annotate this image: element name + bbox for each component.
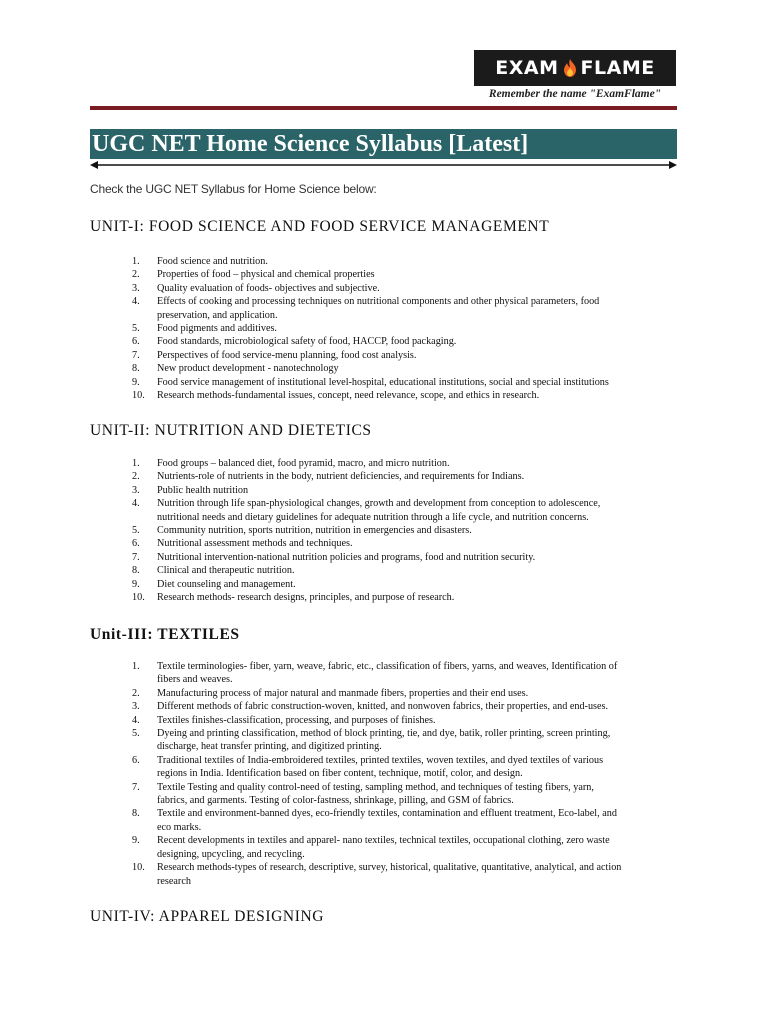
topic-item [132, 781, 677, 808]
topic-number: 2. [132, 471, 140, 483]
topic-text: Textiles finishes-classification, processing, and purposes of finishes. [157, 714, 436, 726]
topic-item [132, 754, 677, 781]
topic-item [132, 687, 677, 700]
topic-item [132, 551, 677, 564]
topic-number: 6. [132, 754, 140, 766]
unit-heading-4: UNIT-IV: APPAREL DESIGNING [90, 908, 325, 925]
topic-text: Research methods- research designs, principles, and purpose of research. [157, 592, 455, 604]
topic-item [132, 578, 677, 591]
topic-text: Food service management of institutional level-hospital, educational institutions, social and special institutions [157, 376, 609, 388]
topic-text: fibers and weaves. [157, 674, 233, 686]
topic-number: 1. [132, 256, 140, 267]
topic-text: Dyeing and printing classification, method of block printing, tie, and dye, batik, roller printing, screen printing, [157, 728, 611, 740]
topic-text: Public health nutrition [157, 484, 249, 496]
topic-item [132, 727, 677, 754]
topic-number: 9. [132, 376, 140, 388]
examflame-logo [474, 50, 676, 86]
topic-text: eco marks. [157, 821, 202, 833]
topic-number: 10. [132, 862, 145, 874]
topic-number: 1. [132, 661, 140, 672]
topic-text: Textile and environment-banned dyes, eco-friendly textiles, contamination and effluent treatment, Eco-label, and [157, 808, 617, 820]
topic-text: Nutrition through life span-physiological changes, growth and development from conception to adolescence, [157, 498, 601, 510]
topic-text: Quality evaluation of foods- objectives and subjective. [157, 282, 380, 294]
topic-text: Recent developments in textiles and apparel- nano textiles, technical textiles, occupational clothing, zero waste [157, 835, 610, 847]
topic-number: 7. [132, 551, 140, 563]
topic-number: 4. [132, 498, 140, 510]
topic-item [132, 497, 677, 524]
topic-item [132, 834, 677, 861]
topic-item [132, 470, 677, 483]
topic-text: Nutrients-role of nutrients in the body, nutrient deficiencies, and requirements for Indians. [157, 471, 525, 483]
unit-1-topic-list [132, 255, 677, 402]
topic-item [132, 484, 677, 497]
topic-text: research [157, 875, 191, 887]
topic-item [132, 282, 677, 295]
page-title: UGC NET Home Science Syllabus [Latest] [90, 129, 677, 159]
topic-text: Community nutrition, sports nutrition, nutrition in emergencies and disasters. [157, 525, 472, 537]
topic-number: 3. [132, 282, 140, 294]
intro-text: Check the UGC NET Syllabus for Home Science below: [90, 182, 377, 196]
topic-text: nutritional needs and dietary guidelines for adequate nutrition through a life cycle, and nutrition concerns. [157, 511, 589, 523]
unit-heading-3: Unit-III: TEXTILES [90, 626, 240, 643]
header-divider [90, 106, 677, 110]
topic-number: 4. [132, 296, 140, 308]
topic-number: 9. [132, 835, 140, 847]
topic-text: Food groups – balanced diet, food pyramid, macro, and micro nutrition. [157, 458, 450, 469]
topic-number: 4. [132, 714, 140, 726]
unit-3-topic-list [132, 660, 677, 888]
unit-2-topic-list [132, 457, 677, 604]
topic-number: 8. [132, 565, 140, 577]
topic-text: Food standards, microbiological safety of food, HACCP, food packaging. [157, 336, 457, 348]
logo-text-exam: EXAM [495, 57, 559, 79]
topic-number: 10. [132, 592, 145, 604]
topic-item [132, 255, 677, 268]
topic-item [132, 700, 677, 713]
topic-text: New product development - nanotechnology [157, 363, 339, 375]
logo-text-flame: FLAME [580, 57, 655, 79]
topic-text: discharge, heat transfer printing, and digitized printing. [157, 741, 382, 753]
unit-heading-1: UNIT-I: FOOD SCIENCE AND FOOD SERVICE MANAGEMENT [90, 218, 550, 235]
topic-text: Clinical and therapeutic nutrition. [157, 565, 295, 577]
topic-text: Research methods-fundamental issues, concept, need relevance, scope, and ethics in research. [157, 390, 540, 402]
topic-item [132, 376, 677, 389]
topic-text: Perspectives of food service-menu planning, food cost analysis. [157, 349, 417, 361]
topic-number: 3. [132, 701, 140, 713]
topic-item [132, 389, 677, 402]
topic-item [132, 524, 677, 537]
topic-number: 7. [132, 781, 140, 793]
topic-number: 5. [132, 323, 140, 335]
topic-item [132, 537, 677, 550]
topic-item [132, 591, 677, 604]
topic-number: 8. [132, 363, 140, 375]
topic-text: Traditional textiles of India-embroidered textiles, printed textiles, woven textiles, and dyed textiles of various [157, 754, 604, 766]
topic-item [132, 268, 677, 281]
topic-text: designing, upcycling, and recycling. [157, 848, 305, 860]
topic-text: Nutritional intervention-national nutrition policies and programs, food and nutrition security. [157, 551, 536, 563]
topic-item [132, 362, 677, 375]
topic-number: 9. [132, 578, 140, 590]
topic-item [132, 807, 677, 834]
topic-number: 1. [132, 458, 140, 469]
topic-number: 5. [132, 525, 140, 537]
topic-text: fabrics, and garments. Testing of color-fastness, shrinkage, pilling, and GSM of fabrics. [157, 795, 514, 807]
topic-text: Properties of food – physical and chemical properties [157, 269, 375, 281]
topic-item [132, 660, 677, 687]
topic-text: Food science and nutrition. [157, 256, 268, 267]
topic-item [132, 335, 677, 348]
topic-text: regions in India. Identification based on fiber content, technique, motif, color, and design. [157, 768, 523, 780]
topic-number: 2. [132, 269, 140, 281]
topic-number: 7. [132, 349, 140, 361]
topic-item [132, 714, 677, 727]
unit-heading-2: UNIT-II: NUTRITION AND DIETETICS [90, 422, 372, 439]
topic-text: Textile Testing and quality control-need of testing, sampling method, and techniques of testing fibers, yarn, [157, 781, 594, 793]
topic-number: 2. [132, 687, 140, 699]
topic-item [132, 457, 677, 470]
topic-item [132, 564, 677, 577]
topic-text: Food pigments and additives. [157, 323, 277, 335]
topic-number: 5. [132, 728, 140, 740]
topic-text: Research methods-types of research, descriptive, survey, historical, qualitative, quantitative, analytical, and action [157, 862, 622, 874]
topic-number: 6. [132, 336, 140, 348]
topic-text: Manufacturing process of major natural and manmade fibers, properties and their end uses. [157, 687, 529, 699]
topic-number: 10. [132, 390, 145, 402]
topic-item [132, 861, 677, 888]
topic-number: 6. [132, 538, 140, 550]
topic-item [132, 322, 677, 335]
topic-text: Textile terminologies- fiber, yarn, weave, fabric, etc., classification of fibers, yarns, and weaves, Identification of [157, 661, 618, 672]
topic-text: Diet counseling and management. [157, 578, 296, 590]
topic-number: 3. [132, 484, 140, 496]
logo-tagline: Remember the name "ExamFlame" [488, 88, 662, 100]
topic-item [132, 295, 677, 322]
topic-text: Different methods of fabric construction-woven, knitted, and nonwoven fabrics, their properties, and end-uses. [157, 701, 609, 713]
flame-icon [563, 59, 577, 77]
topic-text: preservation, and application. [157, 309, 278, 321]
topic-text: Effects of cooking and processing techniques on nutritional components and other physical parameters, food [157, 296, 600, 308]
topic-text: Nutritional assessment methods and techniques. [157, 538, 353, 550]
topic-item [132, 349, 677, 362]
double-arrow-divider [90, 160, 677, 170]
topic-number: 8. [132, 808, 140, 820]
